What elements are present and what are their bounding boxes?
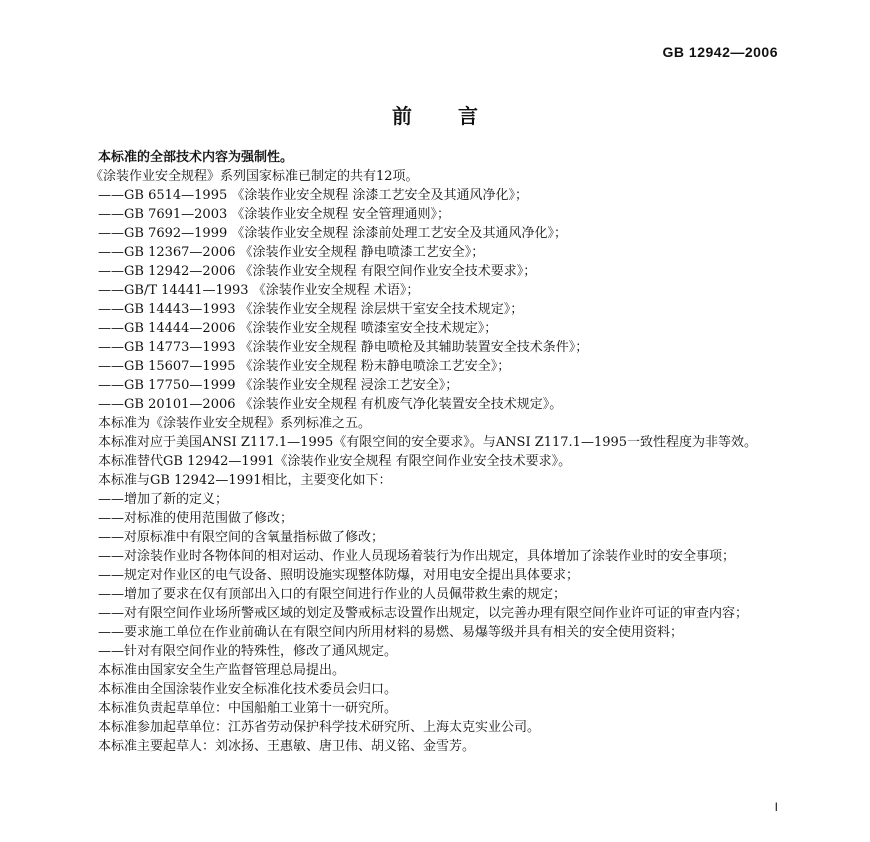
change-item: ——针对有限空间作业的特殊性，修改了通风规定。 (98, 644, 398, 659)
series-intro: 《涂装作业安全规程》系列国家标准已制定的共有12项。 (90, 169, 419, 184)
replaces-statement: 本标准替代GB 12942—1991《涂装作业安全规程 有限空间作业安全技术要求》。 (98, 454, 572, 469)
series-item: ——GB 14773—1993 《涂装作业安全规程 静电喷枪及其辅助装置安全技术条件》； (98, 340, 589, 355)
series-item: ——GB 12942—2006 《涂装作业安全规程 有限空间作业安全技术要求》； (98, 264, 537, 279)
series-item: ——GB 7691—2003 《涂装作业安全规程 安全管理通则》； (98, 207, 451, 222)
series-item: ——GB 14444—2006 《涂装作业安全规程 喷漆室安全技术规定》； (98, 321, 498, 336)
closing-line: 本标准参加起草单位：江苏省劳动保护科学技术研究所、上海太克实业公司。 (98, 720, 541, 735)
change-item: ——增加了新的定义； (98, 492, 229, 507)
closing-line: 本标准负责起草单位：中国船舶工业第十一研究所。 (98, 701, 398, 716)
series-list (90, 186, 790, 414)
change-item: ——对标准的使用范围做了修改； (98, 511, 294, 526)
series-fifth: 本标准为《涂装作业安全规程》系列标准之五。 (98, 416, 372, 431)
change-item: ——增加了要求在仅有顶部出入口的有限空间进行作业的人员佩带救生索的规定； (98, 587, 567, 602)
closing-line: 本标准由国家安全生产监督管理总局提出。 (98, 663, 346, 678)
closing-line: 本标准由全国涂装作业安全标准化技术委员会归口。 (98, 682, 398, 697)
series-item: ——GB 7692—1999 《涂装作业安全规程 涂漆前处理工艺安全及其通风净化》； (98, 226, 568, 241)
series-item: ——GB/T 14441—1993 《涂装作业安全规程 术语》； (98, 283, 420, 298)
mandatory-statement: 本标准的全部技术内容为强制性。 (98, 150, 294, 165)
series-item: ——GB 15607—1995 《涂装作业安全规程 粉末静电喷涂工艺安全》； (98, 359, 511, 374)
change-item: ——对有限空间作业场所警戒区域的划定及警戒标志设置作出规定，以完善办理有限空间作业许可证的审查内容； (98, 606, 749, 621)
correspondence-statement: 本标准对应于美国ANSI Z117.1—1995《有限空间的安全要求》。与ANSI Z117.1—1995一致性程度为非等效。 (98, 435, 758, 450)
standard-code: GB 12942—2006 (662, 44, 778, 60)
series-item: ——GB 12367—2006 《涂装作业安全规程 静电喷漆工艺安全》； (98, 245, 485, 260)
page-number: I (774, 800, 778, 814)
series-item: ——GB 17750—1999 《涂装作业安全规程 浸涂工艺安全》； (98, 378, 459, 393)
change-item: ——对涂装作业时各物体间的相对运动、作业人员现场着装行为作出规定，具体增加了涂装作业时的安全事项； (98, 549, 736, 564)
document-body (90, 148, 790, 756)
closing-line: 本标准主要起草人：刘冰扬、王惠敏、唐卫伟、胡义铭、金雪芳。 (98, 739, 476, 754)
change-item: ——要求施工单位在作业前确认在有限空间内所用材料的易燃、易爆等级并具有相关的安全使用资料； (98, 625, 684, 640)
series-item: ——GB 14443—1993 《涂装作业安全规程 涂层烘干室安全技术规定》； (98, 302, 524, 317)
change-item: ——对原标准中有限空间的含氧量指标做了修改； (98, 530, 385, 545)
closing-statements (90, 661, 790, 756)
page-title: 前言 (392, 104, 524, 128)
change-item: ——规定对作业区的电气设备、照明设施实现整体防爆，对用电安全提出具体要求； (98, 568, 580, 583)
series-item: ——GB 20101—2006 《涂装作业安全规程 有机废气净化装置安全技术规定》。 (98, 397, 563, 412)
series-item: ——GB 6514—1995 《涂装作业安全规程 涂漆工艺安全及其通风净化》； (98, 188, 529, 203)
changes-intro: 本标准与GB 12942—1991相比，主要变化如下： (98, 473, 392, 488)
changes-list (90, 490, 790, 661)
